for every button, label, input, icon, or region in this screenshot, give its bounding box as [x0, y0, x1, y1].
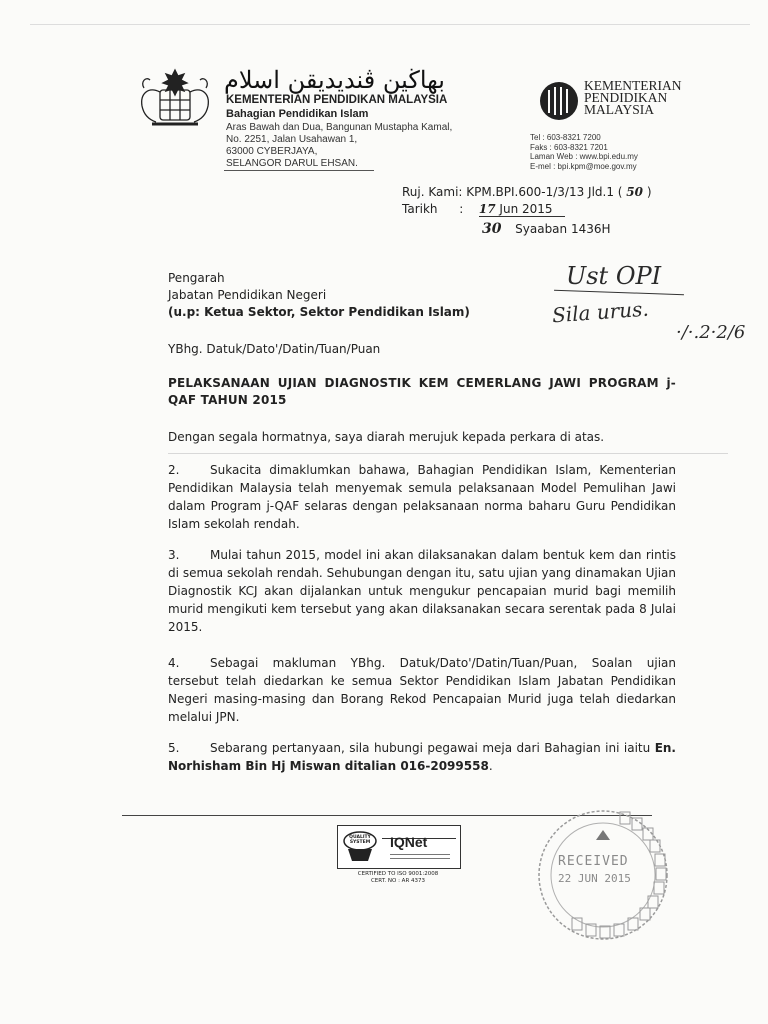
- kpm-logo-line: KEMENTERIAN: [584, 78, 682, 93]
- stamp-received-label: RECEIVED: [558, 854, 629, 869]
- address-line: SELANGOR DARUL EHSAN.: [226, 158, 358, 169]
- scan-artifact-line: [30, 24, 750, 25]
- stamp-date: 22 JUN 2015: [558, 872, 631, 885]
- address-line: Aras Bawah dan Dua, Bangunan Mustapha Kamal,: [226, 122, 453, 133]
- address-underline: [224, 170, 374, 171]
- paragraph-text: Sebarang pertanyaan, sila hubungi pegawai meja dari Bahagian ini iaitu: [210, 741, 651, 755]
- website: Laman Web : www.bpi.edu.my: [530, 152, 638, 161]
- handwritten-underline: [554, 290, 684, 296]
- address-block: [226, 122, 452, 170]
- scan-artifact-line: [168, 453, 728, 454]
- date-separator: :: [459, 202, 464, 216]
- paragraph-number: 5.: [168, 741, 180, 755]
- kpm-logo-icon: [538, 80, 580, 122]
- kpm-logo-line: MALAYSIA: [584, 102, 655, 117]
- date-value: [479, 202, 565, 217]
- reference-block: [402, 184, 652, 238]
- paragraph-text: Sebagai makluman YBhg. Datuk/Dato'/Datin/Tuan/Puan, Soalan ujian tersebut telah diedarkan ke semua Sektor Pendidikan Islam Jabatan Pendidikan Negeri masing-masing dan Borang Rekod Pencapaian Murid juga telah diedarkan melalui JPN.: [168, 656, 676, 724]
- badge-text: QUALITY: [349, 835, 371, 840]
- recipient-block: [168, 270, 470, 321]
- reference-number-row: [402, 184, 652, 201]
- quality-system-badge-icon: [342, 829, 378, 863]
- kpm-logo-line: PENDIDIKAN: [584, 90, 668, 105]
- iqnet-certification-box: [337, 825, 461, 869]
- address-line: 63000 CYBERJAYA,: [226, 146, 318, 157]
- iso-standard: CERTIFIED TO ISO 9001:2008: [357, 871, 439, 877]
- paragraph-text: Sukacita dimaklumkan bahawa, Bahagian Pendidikan Islam, Kementerian Pendidikan Malaysia telah menyemak semula pelaksanaan Model Pemulihan Jawi dalam Program j-QAF selaras dengan pelaksanaan norma baharu Guru Pendidikan Islam sekolah rendah.: [168, 463, 676, 531]
- hijri-date-row: [402, 221, 652, 238]
- date-label: Tarikh: [402, 202, 438, 216]
- reference-number: Ruj. Kami: KPM.BPI.600-1/3/13 Jld.1 (: [402, 185, 623, 199]
- jawi-division-name: بهاڬين ڤنديديقن اسلام: [224, 66, 445, 94]
- badge-text: SYSTEM: [349, 840, 371, 845]
- letter-subject: PELAKSANAAN UJIAN DIAGNOSTIK KEM CEMERLANG JAWI PROGRAM j-QAF TAHUN 2015: [168, 376, 676, 407]
- coat-of-arms-icon: [130, 66, 220, 132]
- reference-handwritten-number: 50: [626, 185, 643, 199]
- paragraph-number: 4.: [168, 656, 180, 670]
- paragraph-end: .: [488, 759, 493, 773]
- handwritten-note-instruction: Sila urus.: [551, 296, 650, 328]
- recipient-title: Pengarah: [168, 271, 225, 285]
- paragraph-number: 2.: [168, 463, 180, 477]
- date-month-year: Jun 2015: [499, 202, 553, 216]
- address-line: No. 2251, Jalan Usahawan 1,: [226, 134, 358, 145]
- handwritten-note-initials: ·/·.2·2/6: [676, 322, 746, 343]
- iqnet-logo: IQNet: [390, 834, 428, 850]
- kpm-logo-text: [584, 80, 682, 116]
- ministry-name: KEMENTERIAN PENDIDIKAN MALAYSIA: [226, 94, 448, 106]
- email: E-mel : bpi.kpm@moe.gov.my: [530, 161, 637, 171]
- phone-number: Tel : 603-8321 7200: [530, 133, 601, 142]
- recipient-attention: (u.p: Ketua Sektor, Sektor Pendidikan Islam): [168, 305, 470, 319]
- paragraph-4: [168, 654, 676, 726]
- date-handwritten-day: 17: [478, 202, 496, 216]
- division-name: Bahagian Pendidikan Islam: [226, 108, 369, 120]
- opening-paragraph: Dengan segala hormatnya, saya diarah merujuk kepada perkara di atas.: [168, 430, 605, 444]
- paragraph-text: Mulai tahun 2015, model ini akan dilaksanakan dalam bentuk kem dan rintis di semua sekolah rendah. Sehubungan dengan itu, satu ujian yang dinamakan Ujian Diagnostik KCJ akan dijalankan untuk mengukur pencapaian murid bagi memilih murid mengikuti kem tersebut yang akan dilaksanakan secara serentak pada 8 Julai 2015.: [168, 548, 676, 634]
- fax-number: Faks : 603-8321 7201: [530, 142, 608, 152]
- date-row: [402, 201, 652, 218]
- paragraph-3: [168, 546, 676, 636]
- recipient-department: Jabatan Pendidikan Negeri: [168, 288, 327, 302]
- iso-certification-text: [337, 871, 459, 885]
- contact-person: En. Norhisham Bin Hj Miswan ditalian 016-2099558: [168, 741, 676, 773]
- hijri-handwritten-day: 30: [482, 221, 502, 237]
- contact-block: [530, 133, 638, 171]
- paragraph-2: [168, 461, 676, 533]
- received-stamp: [528, 800, 678, 950]
- handwritten-note-to: Ust OPI: [566, 262, 662, 290]
- cert-number: CERT. NO : AR 4373: [370, 878, 426, 884]
- salutation: YBhg. Datuk/Dato'/Datin/Tuan/Puan: [168, 342, 381, 356]
- paragraph-5: [168, 739, 676, 775]
- paragraph-number: 3.: [168, 548, 180, 562]
- hijri-month-year: Syaaban 1436H: [515, 222, 611, 236]
- reference-close-paren: ): [646, 185, 652, 199]
